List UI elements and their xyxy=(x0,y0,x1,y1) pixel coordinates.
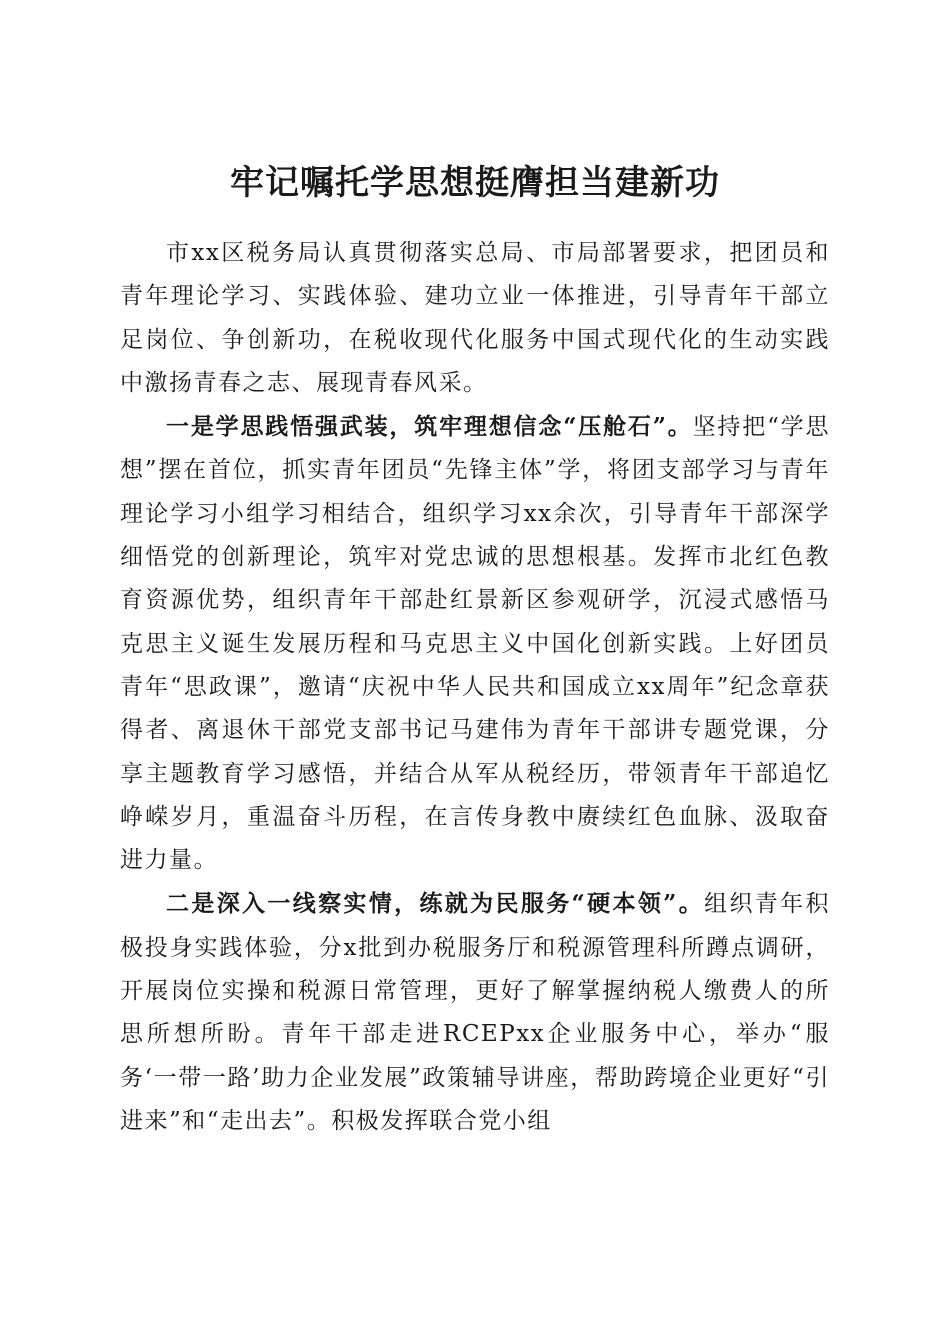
paragraph-intro xyxy=(120,232,830,405)
document-title: 牢记嘱托学思想挺膺担当建新功 xyxy=(230,162,720,203)
paragraph-text: 坚持把“学思想”摆在首位，抓实青年团员“先锋主体”学，将团支部学习与青年理论学习小组学习相结合，组织学习xx余次，引导青年干部深学细悟党的创新理论，筑牢对党忠诚的思想根基。发挥市北红色教育资源优势，组织青年干部赴红景新区参观研学，沉浸式感悟马克思主义诞生发展历程和马克思主义中国化创新实践。上好团员青年“思政课”，邀请“庆祝中华人民共和国成立xx周年”纪念章获得者、离退休干部党支部书记马建伟为青年干部讲专题党课，分享主题教育学习感悟，并结合从军从税经历，带领青年干部追忆峥嵘岁月，重温奋斗历程，在言传身教中赓续红色血脉、汲取奋进力量。 xyxy=(120,414,830,874)
paragraph-point-one xyxy=(120,405,830,882)
paragraph-lead: 一是学思践悟强武装，筑牢理想信念“压舱石”。 xyxy=(166,413,693,441)
paragraph-text: 市xx区税务局认真贯彻落实总局、市局部署要求，把团员和青年理论学习、实践体验、建功立业一体推进，引导青年干部立足岗位、争创新功，在税收现代化服务中国式现代化的生动实践中激扬青春之志、展现青春风采。 xyxy=(120,240,830,396)
paragraph-text: 组织青年积极投身实践体验，分x批到办税服务厅和税源管理科所蹲点调研，开展岗位实操和税源日常管理，更好了解掌握纳税人缴费人的所思所想所盼。青年干部走进RCEPxx企业服务中心，举办“服务‘一带一路’助力企业发展”政策辅导讲座，帮助跨境企业更好“引进来”和“走出去”。积极发挥联合党小组 xyxy=(120,891,830,1134)
document-body xyxy=(120,232,830,1143)
paragraph-point-two xyxy=(120,882,830,1143)
paragraph-lead: 二是深入一线察实情，练就为民服务“硬本领”。 xyxy=(166,890,705,918)
